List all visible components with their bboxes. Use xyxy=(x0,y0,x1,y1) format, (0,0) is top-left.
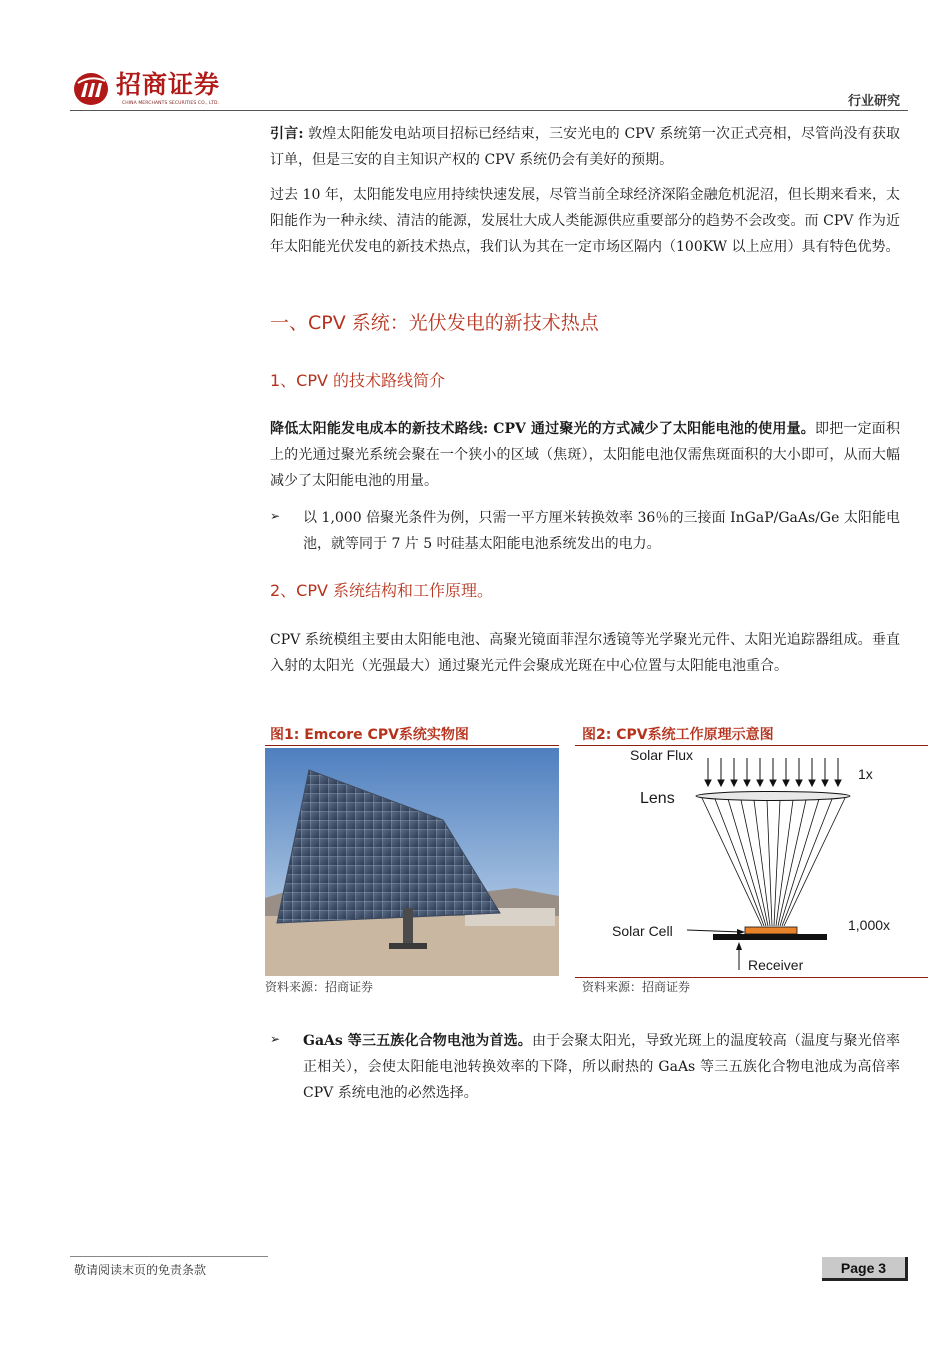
company-logo-text: 招商证券 xyxy=(116,70,221,99)
page-number-badge: Page 3 xyxy=(822,1257,908,1281)
figure-1-photo xyxy=(265,748,559,976)
tech-route-text: 即把一定面积上的光通过聚光系统会聚在一个狭小的区域（焦斑），太阳能电池仅需焦斑面积的大小即可，从而大幅减少了太阳能电池的用量。 xyxy=(270,421,901,489)
figure-1-source: 资料来源：招商证券 xyxy=(265,980,374,994)
solar-flux-arrows xyxy=(705,758,841,786)
structure-paragraph: CPV 系统模组主要由太阳能电池、高聚光镜面菲涅尔透镜等光学聚光元件、太阳光追踪器组成。垂直入射的太阳光（光强最大）通过聚光元件会聚成光斑在中心位置与太阳能电池重合。 xyxy=(270,632,900,674)
intro-text: 敦煌太阳能发电站项目招标已经结束，三安光电的 CPV 系统第一次正式亮相，尽管尚没有获取订单，但是三安的自主知识产权的 CPV 系统仍会有美好的预期。 xyxy=(270,126,901,168)
tech-route-paragraph xyxy=(270,416,900,494)
concentration-1x-label: 1x xyxy=(858,766,873,782)
intro-label: 引言: xyxy=(270,126,304,142)
bullet-arrow-icon: ➢ xyxy=(270,509,281,523)
document-type-label: 行业研究 xyxy=(847,94,900,109)
figure-1-title: 图1: Emcore CPV系统实物图 xyxy=(270,727,469,743)
figure-2-diagram xyxy=(575,746,928,978)
footer-disclaimer-link[interactable]: 敬请阅读末页的免责条款 xyxy=(74,1263,207,1277)
bullet-2-text xyxy=(303,1028,900,1106)
bullet-2-lead: GaAs 等三五族化合物电池为首选。 xyxy=(303,1033,532,1049)
lens-shape xyxy=(696,792,850,801)
bullet-1-text: 以 1,000 倍聚光条件为例，只需一平方厘米转换效率 36％的三接面 InGaP/GaAs/Ge 太阳能电池，就等同于 7 片 5 吋硅基太阳能电池系统发出的电力。 xyxy=(303,510,900,552)
receiver-plate xyxy=(713,934,827,940)
converging-rays xyxy=(702,798,845,926)
intro-paragraph xyxy=(270,121,900,173)
footer-divider xyxy=(70,1256,268,1257)
solar-cell-shape xyxy=(745,927,797,934)
figure-1-rule xyxy=(265,745,559,746)
solar-cell-label: Solar Cell xyxy=(612,923,673,939)
company-logo-icon xyxy=(72,71,110,107)
bullet-2-body: 由于会聚太阳光，导致光斑上的温度较高（温度与聚光倍率正相关），会使太阳能电池转换效率的下降，所以耐热的 GaAs 等三五族化合物电池成为高倍率 CPV 系统电池的必然选择。 xyxy=(303,1033,901,1101)
figure-2-title: 图2: CPV系统工作原理示意图 xyxy=(582,727,774,743)
concentration-1000x-label: 1,000x xyxy=(848,917,891,933)
lens-label: Lens xyxy=(640,790,675,807)
receiver-label: Receiver xyxy=(748,957,804,973)
figure-2-source: 资料来源：招商证券 xyxy=(582,980,691,994)
solar-flux-label: Solar Flux xyxy=(630,747,694,763)
section-heading: 一、CPV 系统：光伏发电的新技术热点 xyxy=(270,312,599,334)
company-logo-english: CHINA MERCHANTS SECURITIES CO., LTD. xyxy=(122,101,220,106)
subsection-heading-2: 2、CPV 系统结构和工作原理。 xyxy=(270,581,494,600)
background-paragraph: 过去 10 年，太阳能发电应用持续快速发展，尽管当前全球经济深陷金融危机泥沼，但长期来看来，太阳能作为一种永续、清洁的能源，发展壮大成人类能源供应重要部分的趋势不会改变。而 CPV 作为近年太阳能光伏发电的新技术热点，我们认为其在一定市场区隔内（100KW 以上应用）具有特色优势。 xyxy=(270,187,900,255)
header-divider xyxy=(70,110,908,111)
bullet-arrow-icon: ➢ xyxy=(270,1032,281,1046)
tech-route-lead: 降低太阳能发电成本的新技术路线: CPV 通过聚光的方式减少了太阳能电池的使用量。 xyxy=(270,421,815,437)
subsection-heading-1: 1、CPV 的技术路线简介 xyxy=(270,371,446,390)
